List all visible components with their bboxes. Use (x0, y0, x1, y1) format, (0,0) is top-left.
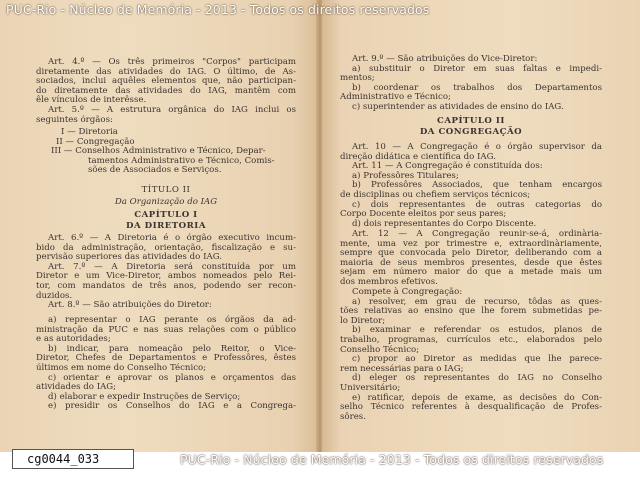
list-item: rem necessárias para o IAG; (340, 363, 464, 374)
watermark-top: PUC-Rio - Núcleo de Memória - 2013 - Todos os direitos reservados (6, 2, 430, 17)
right-page (322, 0, 640, 452)
text-line: Art. 7.º — A Diretoria será constituída por um (48, 261, 296, 272)
article-9 (340, 55, 602, 113)
list-item: e) presidir os Conselhos do IAG e a Congrega- (48, 401, 296, 412)
list-item: b) Professôres Associados, que tenham encargos (352, 180, 602, 191)
list-item: Administrativo e Técnico; (340, 92, 451, 103)
list-item: d) dois representantes do Corpo Discente. (352, 218, 537, 229)
chapter-heading: CAPÍTULO I (134, 210, 198, 221)
list-item: trabalho, programas, currículos etc., elaborados pelo (340, 334, 602, 345)
list-item: tões relativas ao ensino que lhe forem submetidas pe- (340, 306, 602, 317)
list-item: a) representar o IAG perante os órgãos da ad- (48, 315, 296, 325)
title-block (36, 186, 296, 231)
text-line: sociados, inclui aquêles elementos que, não participan- (36, 76, 296, 87)
list-item: sões de Associados e Serviços. (88, 165, 222, 176)
list-item: e as autoridades; (36, 334, 111, 345)
list-item: e) ratificar, depois de exame, as decisões do Con- (352, 392, 602, 403)
text-line: diretamente das atividades do IAG. O último, de As- (36, 66, 296, 77)
list-item: c) superintender as atividades de ensino do IAG. (352, 101, 564, 112)
left-page (0, 0, 318, 452)
text-line: dos membros efetivos. (340, 276, 438, 287)
list-item: a) Professôres Titulares; (352, 170, 459, 181)
list-item: de disciplinas ou chefiem serviços técnicos; (340, 189, 531, 200)
list-item: b) coordenar os trabalhos dos Departamentos (352, 82, 602, 93)
text-line: êle vínculos de interêsse. (36, 95, 147, 106)
director-duties-list (36, 316, 296, 412)
list-item: c) propor ao Diretor as medidas que lhe parece- (352, 354, 602, 365)
watermark-bottom: PUC-Rio - Núcleo de Memória - 2013 - Todos os direitos reservados (180, 452, 604, 467)
list-item: atividades do IAG; (36, 382, 117, 393)
list-item: Universitário; (340, 382, 401, 393)
text-line: mente, uma vez por trimestre e, extraordinàriamente, (340, 238, 602, 249)
list-item: III — Conselhos Administrativo e Técnico, Depar- (51, 146, 266, 157)
document-id-label: cg0044_033 (12, 449, 134, 469)
list-item: últimos em nome do Conselho Técnico; (36, 362, 207, 373)
list-item: Conselho Técnico; (340, 344, 420, 355)
list-item: Diretor, Chefes de Departamentos e Professôres, êstes (36, 353, 296, 364)
text-line: seguintes órgãos: (36, 114, 113, 125)
text-line: Art. 5.º — A estrutura orgânica do IAG inclui os (48, 104, 296, 115)
text-line: maioria de seus membros presentes, desde que êstes (340, 257, 602, 268)
list-item: b) indicar, para nomeação pelo Reitor, o Vice- (48, 343, 296, 354)
list-item: lo Diretor; (340, 315, 386, 326)
text-line: Compete à Congregação: (352, 287, 463, 297)
text-line: Art. 9.º — São atribuições do Vice-Diretor: (352, 54, 538, 64)
text-line: sempre que convocada pelo Diretor, deliberando com a (340, 248, 602, 259)
list-item: Corpo Docente eleitos por seus pares; (340, 209, 507, 220)
article-12 (340, 230, 602, 288)
articles-10-11 (340, 143, 602, 229)
text-line: Art. 12 — A Congregação reunir-se-á, ordinària- (352, 229, 602, 239)
list-item: mentos; (340, 73, 375, 84)
chapter-subheading: DA CONGREGAÇÃO (419, 126, 523, 137)
chapter-heading: CAPÍTULO II (437, 116, 505, 126)
list-item: II — Congregação (56, 136, 135, 147)
chapter-subheading: DA DIRETORIA (126, 220, 206, 231)
article-4 (36, 58, 296, 125)
list-item: b) examinar e referendar os estudos, planos de (352, 325, 602, 336)
list-item: ministração da PUC e nas suas relações com o público (36, 324, 296, 335)
list-item: c) dois representantes de outras categorias do (352, 199, 602, 210)
text-line: tor, com mandatos de três anos, podendo ser recon- (36, 280, 296, 291)
list-item: a) resolver, em grau de recurso, tôdas as ques- (352, 296, 602, 307)
list-item: a) substituir o Diretor em suas faltas e impedi- (352, 63, 602, 74)
text-line: Art. 10 — A Congregação é o órgão supervisor da (352, 142, 602, 152)
text-line: duzidos. (36, 290, 73, 301)
text-line: sejam em número maior do que a metade mais um (340, 267, 602, 278)
congregation-duties-list (340, 288, 602, 422)
list-item: tamentos Administrativo e Técnico, Comis- (88, 155, 275, 166)
text-line: Diretor e um Vice-Diretor, ambos nomeados pelo Rei- (36, 271, 296, 282)
text-line: bido da administração, orientação, fiscalização e su- (36, 242, 296, 253)
articles-6-7-8 (36, 234, 296, 311)
text-line: Art. 6.º — A Diretoria é o órgão executivo incum- (48, 233, 296, 243)
text-line: Art. 4.º — Os três primeiros "Corpos" participam (48, 57, 296, 67)
organs-list (48, 128, 298, 176)
chapter-2-heading-block (340, 117, 602, 137)
list-item: d) eleger os representantes do IAG no Conselho (352, 373, 602, 384)
text-line: direção didática e científica do IAG. (340, 151, 496, 162)
list-item: selho Técnico referentes à desqualificação de Profes- (340, 402, 602, 413)
text-line: Art. 11 — A Congregação é constituída dos: (352, 161, 543, 172)
text-line: pervisão superiores das atividades do IAG. (36, 252, 222, 263)
text-line: Art. 8.º — São atribuições do Diretor: (48, 300, 212, 311)
title-heading: TÍTULO II (141, 185, 191, 195)
list-item: sôres. (340, 411, 366, 422)
list-item: c) orientar e aprovar os planos e orçamentos das (48, 372, 296, 383)
text-line: do diretamente das atividades do IAG, mantêm com (36, 85, 296, 96)
title-subheading: Da Organização do IAG (114, 196, 218, 207)
list-item: I — Diretoria (61, 127, 118, 137)
list-item: d) elaborar e expedir Instruções de Serviço; (48, 391, 241, 402)
